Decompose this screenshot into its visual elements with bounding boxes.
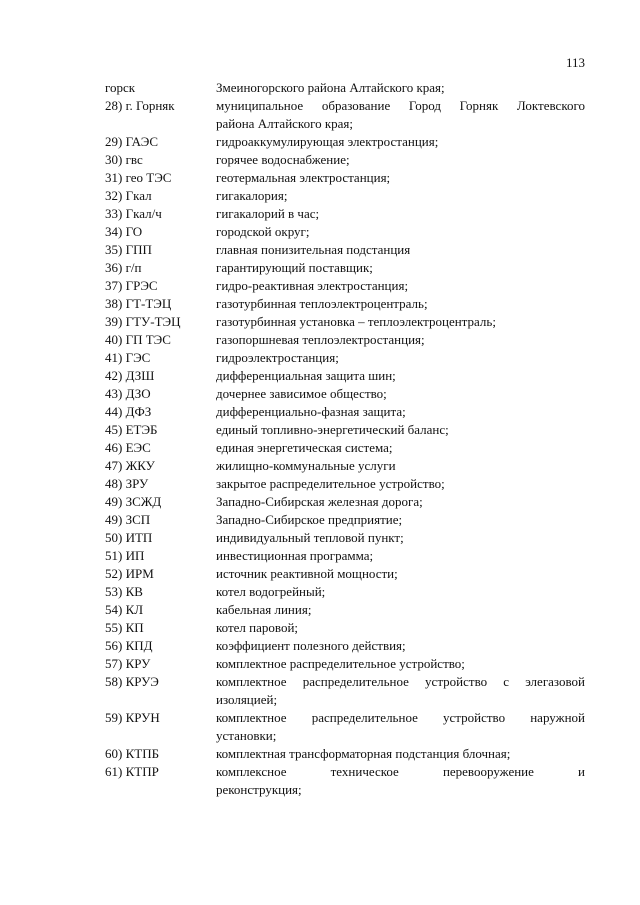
definition-line: главная понизительная подстанция (216, 242, 411, 257)
abbreviation-entry (105, 655, 585, 673)
abbreviation-definition (216, 619, 585, 637)
definition-line: реконструкция; (216, 782, 302, 797)
definition-line: гарантирующий поставщик; (216, 260, 373, 275)
abbreviation-definition (216, 259, 585, 277)
abbreviation-entry (105, 349, 585, 367)
abbreviation-term: 42) ДЗШ (105, 368, 155, 383)
abbreviation-entry (105, 763, 585, 799)
abbreviation-definition (216, 223, 585, 241)
abbreviation-term: 56) КПД (105, 638, 153, 653)
abbreviation-entry (105, 151, 585, 169)
abbreviation-definition (216, 205, 585, 223)
abbreviation-entry (105, 475, 585, 493)
abbreviation-entry (105, 457, 585, 475)
definition-line: Западно-Сибирское предприятие; (216, 512, 403, 527)
definition-line: дочернее зависимое общество; (216, 386, 387, 401)
abbreviation-definition (216, 295, 585, 313)
abbreviation-term: 41) ГЭС (105, 350, 151, 365)
abbreviation-definition (216, 133, 585, 151)
abbreviation-entry (105, 673, 585, 709)
abbreviation-term: 36) г/п (105, 260, 142, 275)
definition-line: котел паровой; (216, 620, 299, 635)
abbreviation-definition (216, 583, 585, 601)
abbreviation-entry (105, 601, 585, 619)
definition-line: установки; (216, 728, 277, 743)
abbreviation-entry (105, 403, 585, 421)
abbreviation-term: 52) ИРМ (105, 566, 154, 581)
abbreviation-definition (216, 565, 585, 583)
abbreviation-definition (216, 421, 585, 439)
page-number: 113 (566, 55, 586, 70)
abbreviation-definition (216, 493, 585, 511)
abbreviation-list (105, 79, 585, 799)
abbreviation-entry (105, 493, 585, 511)
definition-line: единая энергетическая система; (216, 440, 393, 455)
definition-line: индивидуальный тепловой пункт; (216, 530, 404, 545)
abbreviation-definition (216, 601, 585, 619)
abbreviation-term: 60) КТПБ (105, 746, 160, 761)
abbreviation-term: 49) ЗСП (105, 512, 151, 527)
abbreviation-definition (216, 475, 585, 493)
definition-line: кабельная линия; (216, 602, 312, 617)
abbreviation-term: 46) ЕЭС (105, 440, 151, 455)
abbreviation-term: 54) КЛ (105, 602, 144, 617)
definition-line: комплектное распределительное устройство с элегазовой (216, 674, 585, 689)
abbreviation-definition (216, 385, 585, 403)
abbreviation-entry (105, 295, 585, 313)
abbreviation-term: 57) КРУ (105, 656, 151, 671)
abbreviation-definition (216, 655, 585, 673)
abbreviation-entry (105, 637, 585, 655)
definition-line: геотермальная электростанция; (216, 170, 391, 185)
abbreviation-entry (105, 313, 585, 331)
abbreviation-definition (216, 637, 585, 655)
definition-line: изоляцией; (216, 692, 278, 707)
abbreviation-definition (216, 745, 585, 763)
abbreviation-entry (105, 97, 585, 133)
definition-line: района Алтайского края; (216, 116, 354, 131)
abbreviation-entry (105, 511, 585, 529)
definition-line: жилищно-коммунальные услуги (216, 458, 396, 473)
abbreviation-definition (216, 187, 585, 205)
abbreviation-entry (105, 439, 585, 457)
definition-line: котел водогрейный; (216, 584, 326, 599)
abbreviation-term: 28) г. Горняк (105, 98, 175, 113)
definition-line: закрытое распределительное устройство; (216, 476, 445, 491)
definition-line: Западно-Сибирская железная дорога; (216, 494, 423, 509)
abbreviation-definition (216, 529, 585, 547)
abbreviation-definition (216, 673, 585, 709)
definition-line: муниципальное образование Город Горняк Локтевского (216, 98, 585, 113)
abbreviation-term: 29) ГАЭС (105, 134, 158, 149)
abbreviation-definition (216, 439, 585, 457)
abbreviation-definition (216, 79, 585, 97)
abbreviation-term: 48) ЗРУ (105, 476, 149, 491)
abbreviation-entry (105, 745, 585, 763)
abbreviation-definition (216, 547, 585, 565)
abbreviation-term: 50) ИТП (105, 530, 153, 545)
abbreviation-definition (216, 313, 585, 331)
definition-line: источник реактивной мощности; (216, 566, 398, 581)
abbreviation-term: 43) ДЗО (105, 386, 151, 401)
abbreviation-definition (216, 241, 585, 259)
abbreviation-term: 34) ГО (105, 224, 143, 239)
abbreviation-definition (216, 457, 585, 475)
abbreviation-entry (105, 529, 585, 547)
abbreviation-term: 44) ДФЗ (105, 404, 152, 419)
abbreviation-term: 53) КВ (105, 584, 143, 599)
abbreviation-term: 32) Гкал (105, 188, 152, 203)
abbreviation-entry (105, 205, 585, 223)
abbreviation-term: 35) ГПП (105, 242, 152, 257)
definition-line: гидроэлектростанция; (216, 350, 339, 365)
abbreviation-definition (216, 97, 585, 133)
abbreviation-entry (105, 331, 585, 349)
abbreviation-term: 58) КРУЭ (105, 674, 159, 689)
abbreviation-definition (216, 277, 585, 295)
definition-line: газотурбинная теплоэлектроцентраль; (216, 296, 428, 311)
abbreviation-entry (105, 187, 585, 205)
definition-line: коэффициент полезного действия; (216, 638, 406, 653)
abbreviation-term: 47) ЖКУ (105, 458, 155, 473)
abbreviation-term: 37) ГРЭС (105, 278, 158, 293)
abbreviation-term: 49) ЗСЖД (105, 494, 162, 509)
definition-line: горячее водоснабжение; (216, 152, 350, 167)
definition-line: гидроаккумулирующая электростанция; (216, 134, 439, 149)
abbreviation-entry (105, 709, 585, 745)
abbreviation-entry (105, 241, 585, 259)
abbreviation-entry (105, 133, 585, 151)
abbreviation-entry (105, 583, 585, 601)
definition-line: дифференциальная защита шин; (216, 368, 396, 383)
definition-line: газотурбинная установка – теплоэлектроцентраль; (216, 314, 496, 329)
abbreviation-term: 38) ГТ-ТЭЦ (105, 296, 172, 311)
abbreviation-term: 55) КП (105, 620, 144, 635)
definition-line: инвестиционная программа; (216, 548, 374, 563)
definition-line: гигакалорий в час; (216, 206, 320, 221)
abbreviation-term: 61) КТПР (105, 764, 159, 779)
definition-line: дифференциально-фазная защита; (216, 404, 406, 419)
definition-line: Змеиногорского района Алтайского края; (216, 80, 445, 95)
abbreviation-entry (105, 565, 585, 583)
abbreviation-entry (105, 385, 585, 403)
abbreviation-entry (105, 259, 585, 277)
abbreviation-entry (105, 169, 585, 187)
abbreviation-definition (216, 169, 585, 187)
abbreviation-definition (216, 709, 585, 745)
definition-line: городской округ; (216, 224, 310, 239)
definition-line: комплектная трансформаторная подстанция блочная; (216, 746, 511, 761)
abbreviation-term: горск (105, 80, 136, 95)
abbreviation-definition (216, 331, 585, 349)
definition-line: гидро-реактивная электростанция; (216, 278, 409, 293)
abbreviation-definition (216, 403, 585, 421)
definition-line: гигакалория; (216, 188, 288, 203)
abbreviation-term: 51) ИП (105, 548, 145, 563)
abbreviation-term: 40) ГП ТЭС (105, 332, 171, 347)
abbreviation-term: 33) Гкал/ч (105, 206, 162, 221)
abbreviation-entry (105, 421, 585, 439)
abbreviation-definition (216, 151, 585, 169)
abbreviation-term: 30) гвс (105, 152, 143, 167)
abbreviation-definition (216, 763, 585, 799)
definition-line: комплектное распределительное устройство; (216, 656, 465, 671)
abbreviation-definition (216, 349, 585, 367)
definition-line: комплектное распределительное устройство наружной (216, 710, 585, 725)
definition-line: газопоршневая теплоэлектростанция; (216, 332, 425, 347)
abbreviation-term: 39) ГТУ-ТЭЦ (105, 314, 181, 329)
definition-line: комплексное техническое перевооружение и (216, 764, 585, 779)
abbreviation-term: 45) ЕТЭБ (105, 422, 158, 437)
abbreviation-definition (216, 511, 585, 529)
abbreviation-entry (105, 79, 585, 97)
abbreviation-term: 31) гео ТЭС (105, 170, 172, 185)
abbreviation-entry (105, 619, 585, 637)
abbreviation-term: 59) КРУН (105, 710, 160, 725)
abbreviation-entry (105, 277, 585, 295)
definition-line: единый топливно-энергетический баланс; (216, 422, 449, 437)
abbreviation-definition (216, 367, 585, 385)
abbreviation-entry (105, 223, 585, 241)
abbreviation-entry (105, 547, 585, 565)
abbreviation-entry (105, 367, 585, 385)
